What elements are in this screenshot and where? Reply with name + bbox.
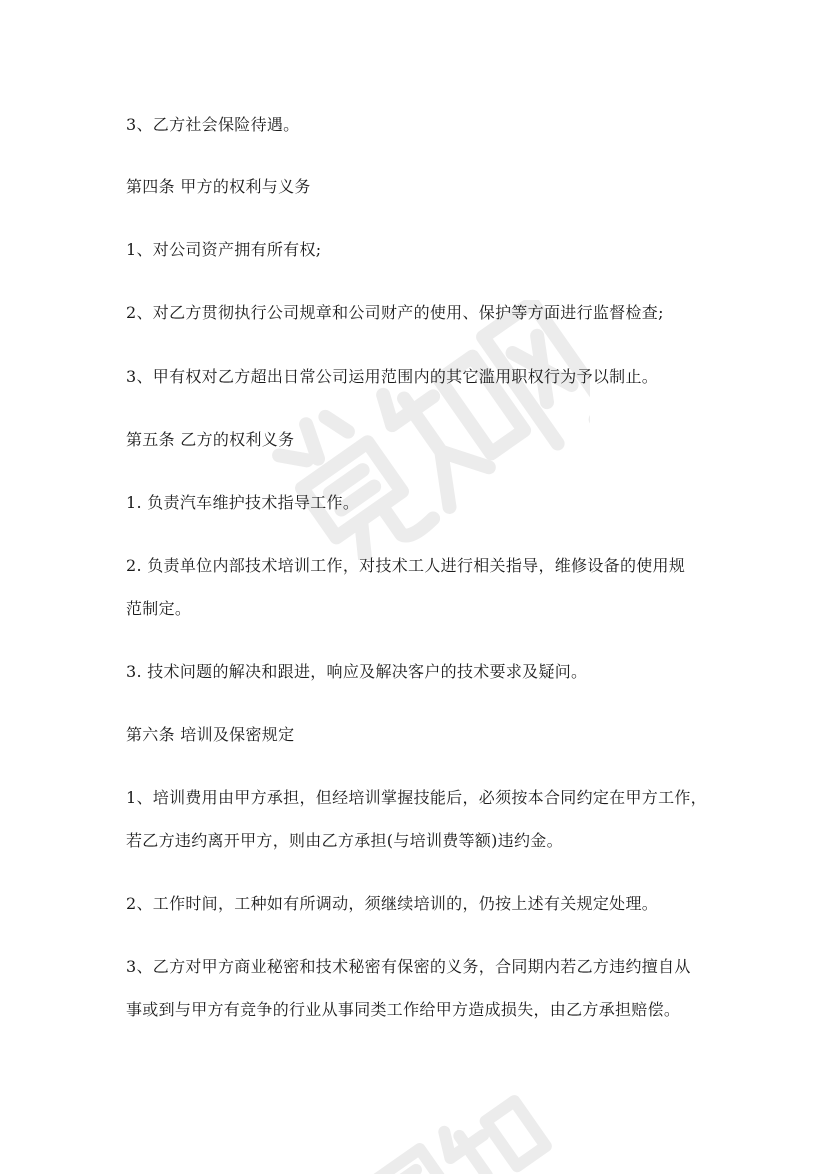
section-6-heading: 第六条 培训及保密规定 bbox=[126, 725, 295, 744]
section-6-item-3-line-1: 3、乙方对甲方商业秘密和技术秘密有保密的义务，合同期内若乙方违约擅自从 bbox=[126, 957, 691, 976]
section-6-item-1-line-1: 1、培训费用由甲方承担，但经培训掌握技能后，必须按本合同约定在甲方工作， bbox=[126, 788, 707, 807]
section-5-heading: 第五条 乙方的权利义务 bbox=[126, 430, 295, 449]
watermark-logo-bottom bbox=[330, 1070, 570, 1174]
section-4-item-1: 1、对公司资产拥有所有权; bbox=[126, 240, 322, 259]
watermark-logo bbox=[250, 300, 590, 560]
section-5-item-2-line-2: 范制定。 bbox=[126, 599, 192, 618]
section-5-item-2-line-1: 2. 负责单位内部技术培训工作，对技术工人进行相关指导，维修设备的使用规 bbox=[126, 556, 686, 575]
section-4-heading: 第四条 甲方的权利与义务 bbox=[126, 177, 311, 196]
section-4-item-2: 2、对乙方贯彻执行公司规章和公司财产的使用、保护等方面进行监督检查; bbox=[126, 303, 664, 322]
section-6-item-1-line-2: 若乙方违约离开甲方，则由乙方承担(与培训费等额)违约金。 bbox=[126, 831, 563, 850]
section-5-item-3: 3. 技术问题的解决和跟进，响应及解决客户的技术要求及疑问。 bbox=[126, 662, 588, 681]
section-5-item-1: 1. 负责汽车维护技术指导工作。 bbox=[126, 493, 360, 512]
clause-3-social-insurance: 3、乙方社会保险待遇。 bbox=[126, 115, 300, 134]
section-6-item-2: 2、工作时间，工种如有所调动，须继续培训的，仍按上述有关规定处理。 bbox=[126, 894, 659, 913]
section-6-item-3-line-2: 事或到与甲方有竞争的行业从事同类工作给甲方造成损失，由乙方承担赔偿。 bbox=[126, 1000, 681, 1019]
section-4-item-3: 3、甲有权对乙方超出日常公司运用范围内的其它滥用职权行为予以制止。 bbox=[126, 367, 659, 386]
